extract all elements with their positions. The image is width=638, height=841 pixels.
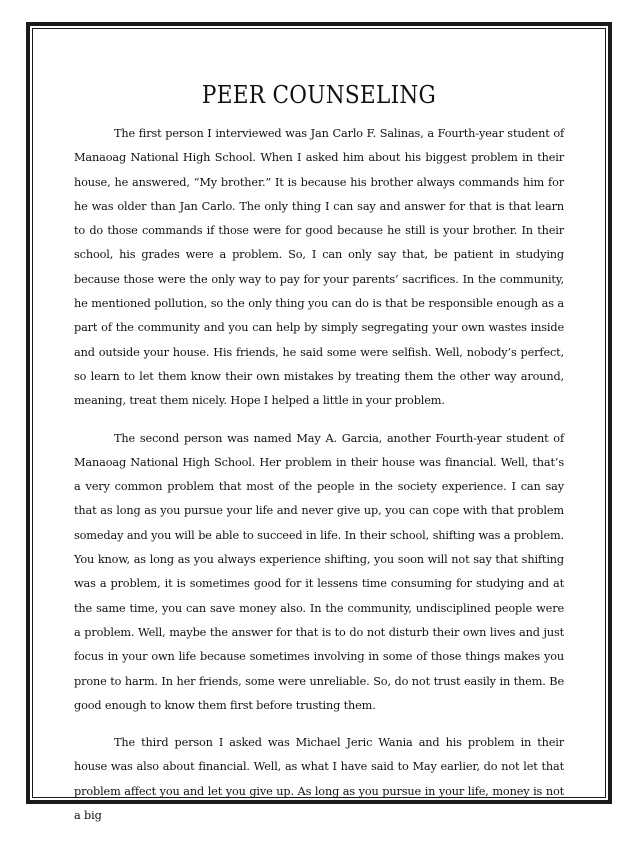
paragraph-1: The first person I interviewed was Jan Carlo F. Salinas, a Fourth-year student of Manaoag National High School. When I asked him about his biggest problem in their house, he answered, “My brother.” It is because his brother always commands him for he was older than Jan Carlo. The only thing I can say and answer for that is that learn to do those commands if those were for good because he still is your brother. In their school, his grades were a problem. So, I can only say that, be patient in studying because those were the only way to pay for your parents’ sacrifices. In the community, he mentioned pollution, so the only thing you can do is that be responsible enough as a part of the community and you can help by simply segregating your own wastes inside and outside your house. His friends, he said some were selfish. Well, nobody’s perfect, so learn to let them know their own mistakes by treating them the other way around, meaning, treat them nicely. Hope I helped a little in your problem.	[74, 127, 564, 408]
document-body	[74, 78, 564, 841]
paragraph-3: The third person I asked was Michael Jeric Wania and his problem in their house was also about financial. Well, as what I have said to May earlier, do not let that problem affect you and let you give up. As long as you pursue in your life, money is not a big	[74, 736, 564, 823]
page-title: PEER COUNSELING	[201, 81, 437, 109]
paragraph-2: The second person was named May A. Garcia, another Fourth-year student of Manaoag National High School. Her problem in their house was financial. Well, that’s a very common problem that most of the people in the society experience. I can say that as long as you pursue your life and never give up, you can cope with that problem someday and you will be able to succeed in life. In their school, shifting was a problem. You know, as long as you always experience shifting, you soon will not say that shifting was a problem, it is sometimes good for it lessens time consuming for studying and at the same time, you can save money also. In the community, undisciplined people were a problem. Well, maybe the answer for that is to do not disturb their own lives and just focus in your own life because sometimes involving in some of those things makes you prone to harm. In her friends, some were unreliable. So, do not trust easily in them. Be good enough to know them first before trusting them.	[74, 431, 564, 712]
